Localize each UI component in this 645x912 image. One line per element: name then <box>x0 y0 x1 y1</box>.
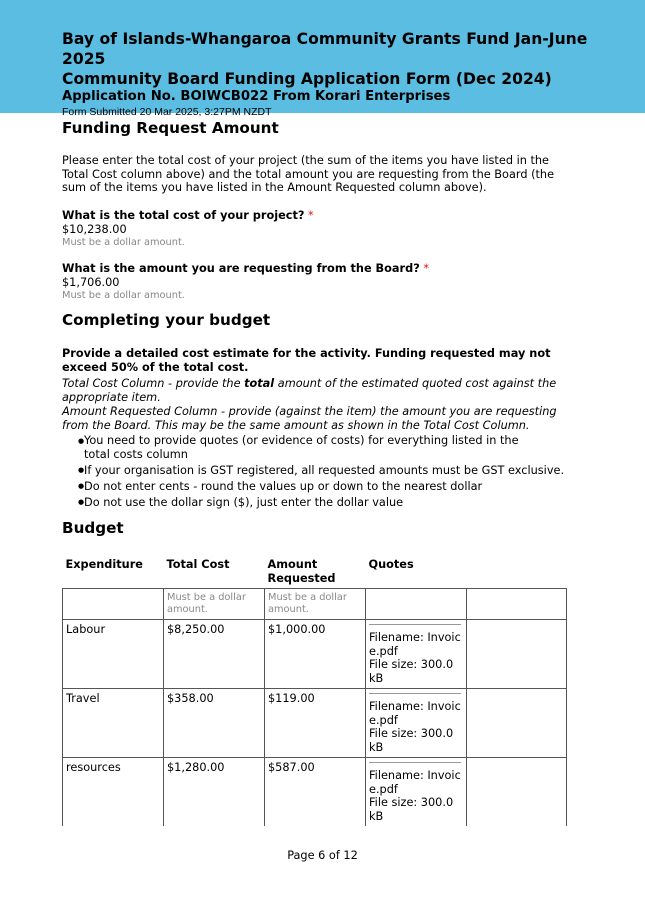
funding-intro: Please enter the total cost of your project (the sum of the items you have listed in the Total Cost column above) and the total amount you are requesting from the Board (the sum of the items you have listed in the Amount Requested column above). <box>62 154 555 194</box>
total-cost-hint-cell: Must be a dollar amount. <box>164 589 265 620</box>
budget-table <box>62 555 567 826</box>
expenditure-cell: Labour <box>63 620 164 689</box>
column-header-total-cost: Total Cost <box>166 558 230 571</box>
requested-amount-value: $1,706.00 <box>62 275 120 289</box>
requested-amount-hint: Must be a dollar amount. <box>62 290 185 301</box>
quote-file-cell <box>366 620 467 689</box>
page-number: Page 6 of 12 <box>287 849 358 862</box>
quote-file-cell <box>366 689 467 758</box>
table-header-row <box>63 555 567 589</box>
column-header-expenditure: Expenditure <box>65 558 143 571</box>
table-cell <box>366 589 467 620</box>
total-cost-column-note: Total Cost Column - provide the total amount of the estimated quoted cost against the appropriate item. <box>62 377 557 404</box>
requested-amount-label: What is the amount you are requesting from the Board? <box>62 262 420 275</box>
table-cell <box>467 589 567 620</box>
table-row <box>63 620 567 689</box>
column-header-amount-requested: Amount Requested <box>267 558 336 585</box>
quote-filename: Filename: Invoice.pdf <box>369 631 461 658</box>
total-cost-cell: $8,250.00 <box>164 620 265 689</box>
table-cell <box>467 620 567 689</box>
list-item: ● Do not enter cents - round the values up or down to the nearest dollar <box>62 480 577 494</box>
quote-filesize: File size: 300.0 kB <box>369 796 454 823</box>
amount-requested-cell: $1,000.00 <box>265 620 366 689</box>
total-cost-cell: $358.00 <box>164 689 265 758</box>
total-cost-value: $10,238.00 <box>62 222 127 236</box>
completing-budget-heading: Completing your budget <box>62 311 271 329</box>
expenditure-cell: Travel <box>63 689 164 758</box>
table-cell <box>467 758 567 827</box>
table-row <box>63 758 567 827</box>
total-cost-cell: $1,280.00 <box>164 758 265 827</box>
budget-instructions-list <box>62 434 577 512</box>
form-title-line2: Community Board Funding Application Form (Dec 2024) <box>62 70 552 88</box>
amount-requested-column-note: Amount Requested Column - provide (against the item) the amount you are requesting from the Board. This may be the same amount as shown in the Total Cost Column. <box>62 405 557 432</box>
application-number: Application No. BOIWCB022 From Korari Enterprises <box>62 89 451 104</box>
quote-file-attachment[interactable] <box>369 693 461 754</box>
total-cost-hint: Must be a dollar amount. <box>62 237 185 248</box>
budget-heading: Budget <box>62 519 124 537</box>
amount-requested-cell: $119.00 <box>265 689 366 758</box>
total-cost-label: What is the total cost of your project? <box>62 209 305 222</box>
list-item: ● Do not use the dollar sign ($), just enter the dollar value <box>62 496 577 510</box>
funding-heading: Funding Request Amount <box>62 119 279 137</box>
amount-requested-hint-cell: Must be a dollar amount. <box>265 589 366 620</box>
quote-file-attachment[interactable] <box>369 624 461 685</box>
quote-filename: Filename: Invoice.pdf <box>369 769 461 796</box>
amount-requested-cell: $587.00 <box>265 758 366 827</box>
required-marker: * <box>423 262 430 275</box>
table-cell <box>467 689 567 758</box>
quote-file-attachment[interactable] <box>369 762 461 823</box>
quote-filesize: File size: 300.0 kB <box>369 658 454 685</box>
requested-amount-question <box>62 262 577 303</box>
list-item: ● If your organisation is GST registered, all requested amounts must be GST exclusive. <box>62 464 577 478</box>
form-header <box>0 0 645 118</box>
list-item: ● You need to provide quotes (or evidence of costs) for everything listed in the total costs column <box>62 434 577 461</box>
expenditure-cell: resources <box>63 758 164 827</box>
quote-filesize: File size: 300.0 kB <box>369 727 454 754</box>
submitted-timestamp: Form Submitted 20 Mar 2025, 3:27PM NZDT <box>62 106 272 118</box>
required-marker: * <box>308 209 314 222</box>
column-header-empty <box>467 555 567 589</box>
form-title-line1: Bay of Islands-Whangaroa Community Grants Fund Jan-June 2025 <box>62 30 588 68</box>
quote-filename: Filename: Invoice.pdf <box>369 700 461 727</box>
funding-limit-note: Provide a detailed cost estimate for the activity. Funding requested may not exceed 50% of the total cost. <box>62 347 551 374</box>
quote-file-cell <box>366 758 467 827</box>
table-cell <box>63 589 164 620</box>
table-row <box>63 689 567 758</box>
total-cost-question <box>62 209 577 250</box>
table-hint-row <box>63 589 567 620</box>
column-header-quotes: Quotes <box>368 558 414 571</box>
